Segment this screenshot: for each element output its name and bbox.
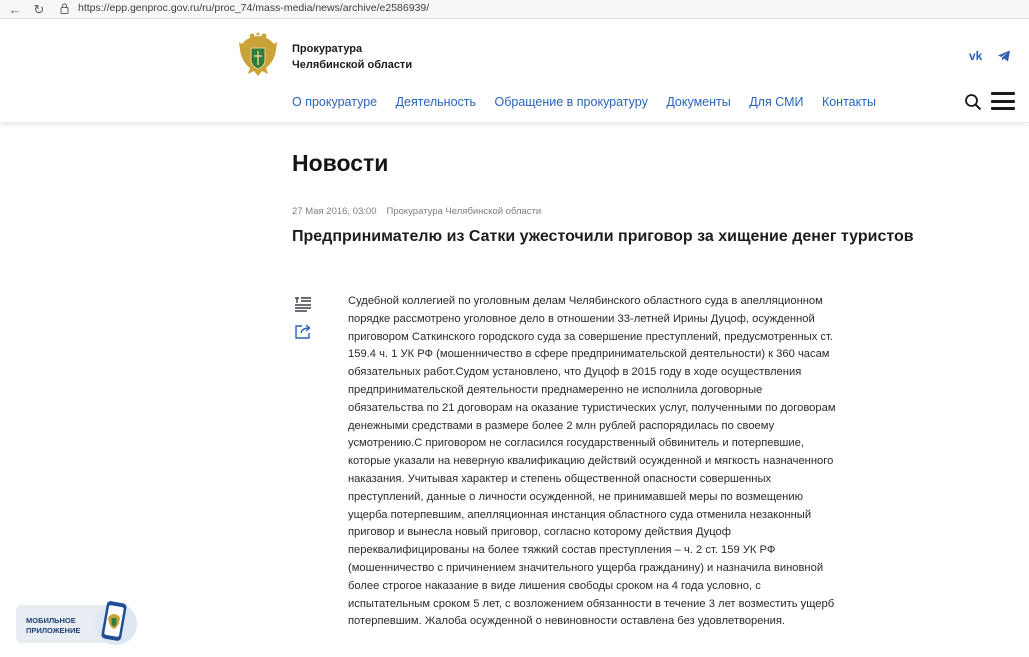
article-date: 27 Мая 2016, 03:00: [292, 206, 377, 217]
app-badge-line1: МОБИЛЬНОЕ: [26, 616, 76, 625]
site-header: [0, 19, 1029, 123]
app-badge-line2: ПРИЛОЖЕНИЕ: [26, 626, 81, 635]
mobile-phone-icon[interactable]: [92, 598, 138, 648]
nav-about[interactable]: О прокуратуре: [292, 95, 378, 109]
address-bar[interactable]: [56, 0, 696, 18]
org-name[interactable]: [292, 41, 412, 73]
article-line: (мошенничество с причинением значительного ущерба гражданину) и назначила виновной: [348, 561, 824, 574]
article-line: Судебной коллегией по уголовным делам Челябинского областного суда в апелляционном: [348, 295, 823, 307]
org-name-line1: Прокуратура: [292, 43, 363, 55]
article-meta: [292, 206, 541, 217]
article-line: испытательным сроком 5 лет, с возложением обязанности в течение 3 лет возместить ущерб: [348, 597, 835, 610]
article-line: денежными средствами в размере более 2 млн рублей распорядилась по своему: [348, 419, 775, 432]
share-icon[interactable]: [294, 323, 312, 339]
nav-documents[interactable]: Документы: [666, 95, 731, 109]
lock-icon: [60, 3, 69, 14]
emblem-logo-icon[interactable]: [236, 30, 280, 80]
article-line: 159.4 ч. 1 УК РФ (мошенничество в сфере предпринимательской деятельности) к 360 часам: [348, 348, 830, 361]
main-navigation: [292, 93, 890, 111]
back-arrow-icon[interactable]: ←: [8, 2, 22, 17]
search-icon[interactable]: [964, 93, 982, 111]
hamburger-menu-icon[interactable]: [991, 92, 1015, 110]
browser-toolbar: [0, 0, 1029, 19]
article-line: обязательных работ.Судом установлено, что Дуцоф в 2015 году в ходе осуществления: [348, 366, 802, 379]
text-version-icon[interactable]: [294, 296, 312, 312]
article-body: [348, 293, 848, 631]
article-line: которые указали на неверную квалификацию действий осужденной и мягкость назначенного: [348, 455, 834, 468]
vk-icon[interactable]: vk: [969, 49, 983, 63]
article-line: предпринимательской деятельности преднамеренно не исполнила договорные: [348, 383, 763, 396]
article-line: наказания. Учитывая характер и степень общественной опасности совершенных: [348, 472, 772, 485]
nav-appeal[interactable]: Обращение в прокуратуру: [494, 95, 648, 109]
page-title: Новости: [292, 150, 389, 176]
article-line: обязательства по 21 договорам на оказание туристических услуг, полученными по договорам: [348, 401, 836, 414]
article-line: потерпевшим. Жалоба осужденной о невиновности оставлена без удовлетворения.: [348, 615, 786, 628]
article-line: ущерба потерпевшим, апелляционная инстанция областного суда отменила незаконный: [348, 508, 812, 521]
reload-icon[interactable]: ↻: [33, 2, 45, 17]
nav-contacts[interactable]: Контакты: [821, 95, 876, 109]
article-line: приговором Саткинского городского суда за совершение преступлений, предусмотренных ст.: [348, 330, 833, 343]
article-line: усмотрению.С приговором не согласился государственный обвинитель и потерпевшие,: [348, 437, 804, 450]
article-source: Прокуратура Челябинской области: [386, 206, 542, 217]
article-line: преступлений, данные о личности осужденной, не принимавшей меры по возмещению: [348, 490, 803, 503]
nav-activity[interactable]: Деятельность: [395, 95, 477, 109]
article-line: порядке рассмотрено уголовное дело в отношении 33-летней Ирины Дуцоф, осужденной: [348, 312, 815, 325]
article-line: переквалифицированы на более тяжкий состав преступления – ч. 2 ст. 159 УК РФ: [348, 544, 776, 557]
address-url[interactable]: https://epp.genproc.gov.ru/ru/proc_74/mass-media/news/archive/e2586939/: [78, 2, 430, 14]
article-title: Предпринимателю из Сатки ужесточили приговор за хищение денег туристов: [292, 228, 914, 245]
article-line: более строгое наказание в виде лишения свободы сроком на 4 года условно, с: [348, 579, 761, 592]
org-name-line2: Челябинской области: [292, 59, 413, 71]
telegram-icon[interactable]: [997, 49, 1011, 63]
article-line: приговор и вынесла новый приговор, согласно которому действия Дуцоф: [348, 526, 731, 539]
nav-media[interactable]: Для СМИ: [749, 95, 804, 109]
